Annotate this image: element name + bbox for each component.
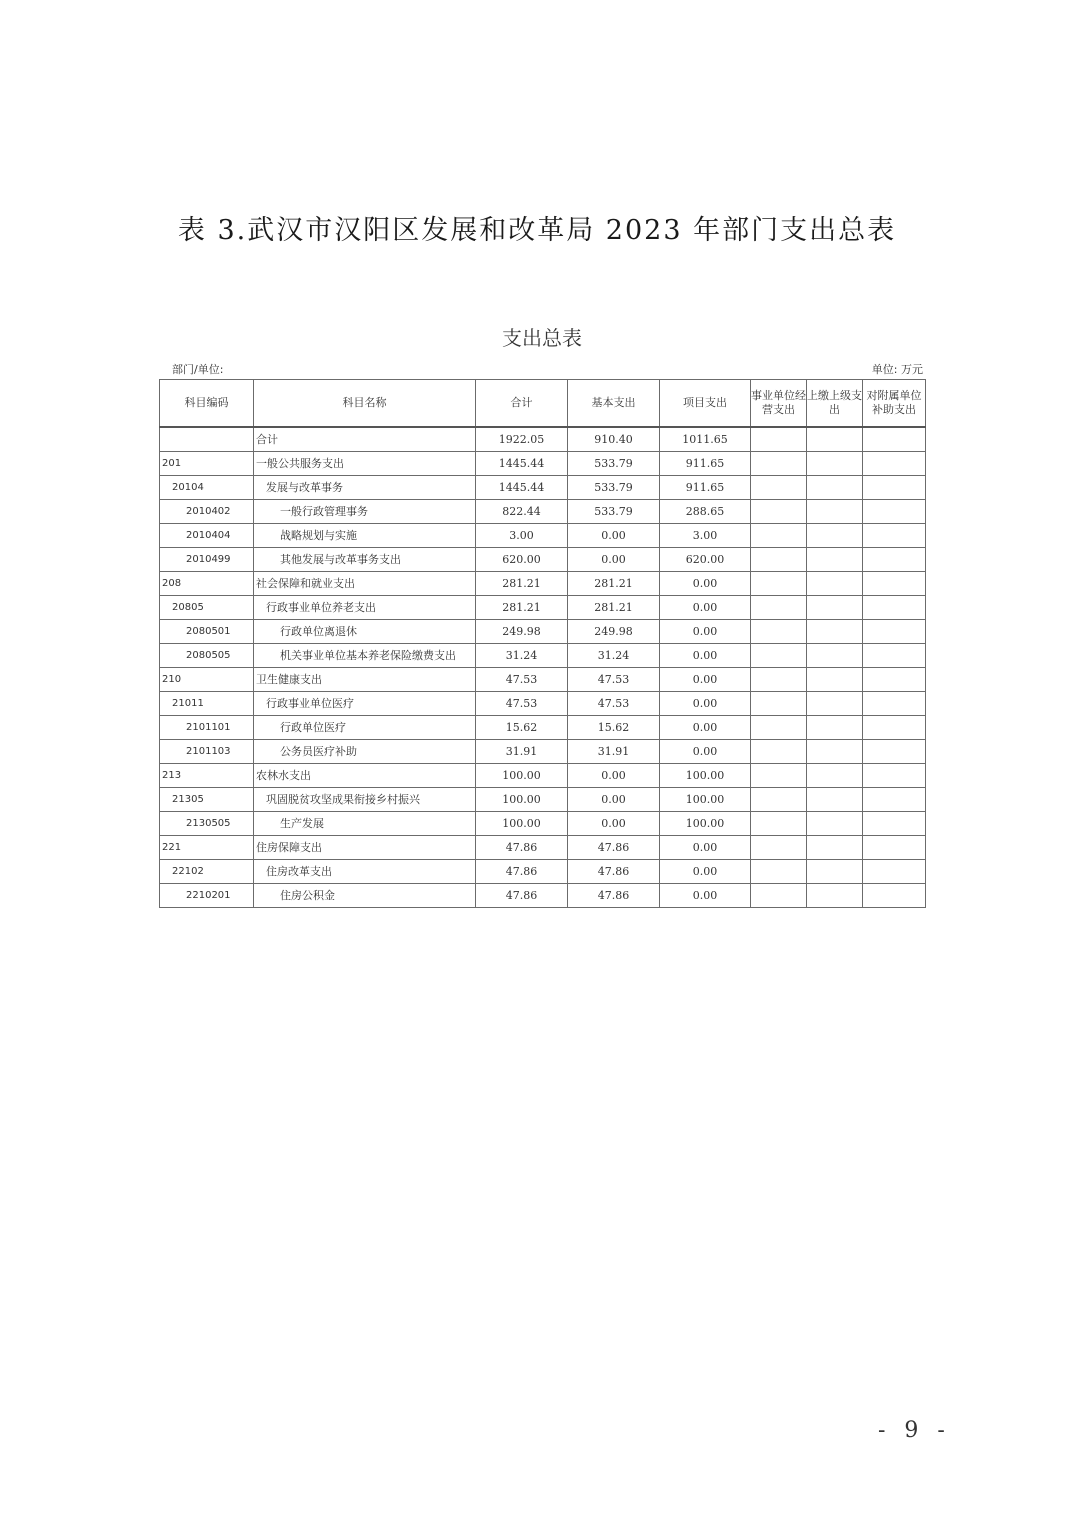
cell-remit-superior — [807, 524, 863, 548]
cell-code: 2010404 — [160, 524, 254, 548]
cell-name: 社会保障和就业支出 — [254, 572, 476, 596]
cell-total: 1922.05 — [476, 427, 568, 452]
cell-name: 公务员医疗补助 — [254, 740, 476, 764]
cell-project: 911.65 — [660, 452, 751, 476]
cell-basic: 249.98 — [568, 620, 660, 644]
cell-name: 行政事业单位医疗 — [254, 692, 476, 716]
cell-business-operation — [751, 524, 807, 548]
cell-remit-superior — [807, 668, 863, 692]
cell-code: 20805 — [160, 596, 254, 620]
cell-project: 3.00 — [660, 524, 751, 548]
cell-project: 911.65 — [660, 476, 751, 500]
cell-remit-superior — [807, 427, 863, 452]
cell-remit-superior — [807, 452, 863, 476]
cell-total: 47.86 — [476, 860, 568, 884]
cell-business-operation — [751, 596, 807, 620]
cell-name: 行政事业单位养老支出 — [254, 596, 476, 620]
cell-business-operation — [751, 572, 807, 596]
cell-business-operation — [751, 812, 807, 836]
cell-project: 0.00 — [660, 572, 751, 596]
cell-total: 1445.44 — [476, 452, 568, 476]
cell-basic: 47.53 — [568, 668, 660, 692]
cell-basic: 0.00 — [568, 764, 660, 788]
cell-business-operation — [751, 884, 807, 908]
cell-business-operation — [751, 500, 807, 524]
table-row — [160, 548, 926, 572]
cell-project: 1011.65 — [660, 427, 751, 452]
table-row — [160, 596, 926, 620]
cell-code: 20104 — [160, 476, 254, 500]
cell-project: 100.00 — [660, 812, 751, 836]
cell-basic: 533.79 — [568, 500, 660, 524]
table-row — [160, 860, 926, 884]
cell-project: 0.00 — [660, 716, 751, 740]
department-label: 部门/单位: — [172, 363, 224, 376]
cell-project: 0.00 — [660, 668, 751, 692]
cell-subsidiary-subsidy — [863, 692, 926, 716]
cell-name: 住房公积金 — [254, 884, 476, 908]
table-row — [160, 884, 926, 908]
table-row — [160, 500, 926, 524]
table-row — [160, 427, 926, 452]
cell-project: 100.00 — [660, 788, 751, 812]
cell-remit-superior — [807, 836, 863, 860]
cell-name: 战略规划与实施 — [254, 524, 476, 548]
cell-name: 住房保障支出 — [254, 836, 476, 860]
table-header-row — [160, 380, 926, 428]
cell-basic: 910.40 — [568, 427, 660, 452]
cell-remit-superior — [807, 548, 863, 572]
cell-remit-superior — [807, 764, 863, 788]
cell-code: 22102 — [160, 860, 254, 884]
cell-remit-superior — [807, 572, 863, 596]
cell-name: 合计 — [254, 427, 476, 452]
cell-total: 249.98 — [476, 620, 568, 644]
cell-total: 100.00 — [476, 764, 568, 788]
cell-business-operation — [751, 836, 807, 860]
cell-subsidiary-subsidy — [863, 500, 926, 524]
cell-code: 2210201 — [160, 884, 254, 908]
cell-business-operation — [751, 716, 807, 740]
cell-subsidiary-subsidy — [863, 620, 926, 644]
cell-total: 281.21 — [476, 572, 568, 596]
cell-remit-superior — [807, 476, 863, 500]
cell-name: 其他发展与改革事务支出 — [254, 548, 476, 572]
cell-name: 卫生健康支出 — [254, 668, 476, 692]
header-name: 科目名称 — [254, 380, 476, 428]
cell-project: 620.00 — [660, 548, 751, 572]
cell-total: 47.53 — [476, 668, 568, 692]
cell-business-operation — [751, 427, 807, 452]
cell-total: 47.86 — [476, 884, 568, 908]
cell-total: 47.86 — [476, 836, 568, 860]
cell-project: 288.65 — [660, 500, 751, 524]
cell-remit-superior — [807, 716, 863, 740]
cell-basic: 0.00 — [568, 548, 660, 572]
cell-name: 机关事业单位基本养老保险缴费支出 — [254, 644, 476, 668]
cell-basic: 533.79 — [568, 452, 660, 476]
cell-name: 行政单位医疗 — [254, 716, 476, 740]
table-row — [160, 452, 926, 476]
header-basic: 基本支出 — [568, 380, 660, 428]
cell-basic: 533.79 — [568, 476, 660, 500]
cell-remit-superior — [807, 740, 863, 764]
cell-subsidiary-subsidy — [863, 812, 926, 836]
cell-code: 201 — [160, 452, 254, 476]
cell-code: 2010402 — [160, 500, 254, 524]
cell-total: 31.24 — [476, 644, 568, 668]
document-title: 表 3.武汉市汉阳区发展和改革局 2023 年部门支出总表 — [177, 215, 897, 246]
cell-subsidiary-subsidy — [863, 764, 926, 788]
cell-subsidiary-subsidy — [863, 836, 926, 860]
cell-remit-superior — [807, 644, 863, 668]
cell-project: 100.00 — [660, 764, 751, 788]
table-body — [160, 427, 926, 908]
cell-subsidiary-subsidy — [863, 860, 926, 884]
cell-total: 3.00 — [476, 524, 568, 548]
cell-business-operation — [751, 860, 807, 884]
cell-project: 0.00 — [660, 884, 751, 908]
cell-project: 0.00 — [660, 740, 751, 764]
table-row — [160, 836, 926, 860]
table-row — [160, 476, 926, 500]
cell-basic: 47.86 — [568, 836, 660, 860]
cell-total: 1445.44 — [476, 476, 568, 500]
cell-total: 31.91 — [476, 740, 568, 764]
header-code: 科目编码 — [160, 380, 254, 428]
table-row — [160, 572, 926, 596]
cell-total: 15.62 — [476, 716, 568, 740]
cell-basic: 31.24 — [568, 644, 660, 668]
cell-subsidiary-subsidy — [863, 452, 926, 476]
cell-subsidiary-subsidy — [863, 740, 926, 764]
table-row — [160, 764, 926, 788]
cell-name: 农林水支出 — [254, 764, 476, 788]
cell-project: 0.00 — [660, 596, 751, 620]
cell-code: 21011 — [160, 692, 254, 716]
table-row — [160, 620, 926, 644]
table-row — [160, 812, 926, 836]
cell-project: 0.00 — [660, 860, 751, 884]
cell-project: 0.00 — [660, 836, 751, 860]
header-business-operation: 事业单位经营支出 — [751, 380, 807, 428]
cell-name: 住房改革支出 — [254, 860, 476, 884]
cell-name: 一般公共服务支出 — [254, 452, 476, 476]
cell-project: 0.00 — [660, 644, 751, 668]
cell-total: 47.53 — [476, 692, 568, 716]
cell-code: 2101101 — [160, 716, 254, 740]
cell-code: 2130505 — [160, 812, 254, 836]
cell-code: 21305 — [160, 788, 254, 812]
table-row — [160, 740, 926, 764]
cell-subsidiary-subsidy — [863, 524, 926, 548]
cell-basic: 15.62 — [568, 716, 660, 740]
cell-total: 281.21 — [476, 596, 568, 620]
cell-subsidiary-subsidy — [863, 668, 926, 692]
cell-code: 210 — [160, 668, 254, 692]
cell-basic: 47.86 — [568, 860, 660, 884]
cell-name: 生产发展 — [254, 812, 476, 836]
cell-code: 2080505 — [160, 644, 254, 668]
cell-code: 2080501 — [160, 620, 254, 644]
table-row — [160, 524, 926, 548]
cell-total: 100.00 — [476, 812, 568, 836]
table-row — [160, 692, 926, 716]
expenditure-summary-table — [159, 379, 926, 908]
cell-total: 620.00 — [476, 548, 568, 572]
cell-name: 巩固脱贫攻坚成果衔接乡村振兴 — [254, 788, 476, 812]
cell-subsidiary-subsidy — [863, 644, 926, 668]
header-subsidiary-subsidy: 对附属单位补助支出 — [863, 380, 926, 428]
cell-remit-superior — [807, 596, 863, 620]
cell-project: 0.00 — [660, 620, 751, 644]
header-total: 合计 — [476, 380, 568, 428]
cell-code: 213 — [160, 764, 254, 788]
cell-business-operation — [751, 644, 807, 668]
cell-business-operation — [751, 740, 807, 764]
cell-total: 100.00 — [476, 788, 568, 812]
cell-code — [160, 427, 254, 452]
cell-name: 行政单位离退休 — [254, 620, 476, 644]
cell-basic: 0.00 — [568, 524, 660, 548]
cell-project: 0.00 — [660, 692, 751, 716]
cell-subsidiary-subsidy — [863, 572, 926, 596]
cell-name: 一般行政管理事务 — [254, 500, 476, 524]
cell-basic: 47.86 — [568, 884, 660, 908]
cell-subsidiary-subsidy — [863, 716, 926, 740]
table-row — [160, 644, 926, 668]
cell-business-operation — [751, 788, 807, 812]
cell-basic: 47.53 — [568, 692, 660, 716]
cell-total: 822.44 — [476, 500, 568, 524]
cell-subsidiary-subsidy — [863, 476, 926, 500]
cell-code: 2010499 — [160, 548, 254, 572]
table-row — [160, 716, 926, 740]
page-number: - 9 - — [878, 1418, 951, 1443]
cell-remit-superior — [807, 788, 863, 812]
cell-remit-superior — [807, 812, 863, 836]
cell-subsidiary-subsidy — [863, 596, 926, 620]
cell-business-operation — [751, 764, 807, 788]
table-row — [160, 668, 926, 692]
cell-subsidiary-subsidy — [863, 884, 926, 908]
cell-code: 221 — [160, 836, 254, 860]
cell-remit-superior — [807, 620, 863, 644]
cell-basic: 31.91 — [568, 740, 660, 764]
cell-code: 208 — [160, 572, 254, 596]
cell-basic: 0.00 — [568, 788, 660, 812]
cell-business-operation — [751, 548, 807, 572]
cell-business-operation — [751, 620, 807, 644]
cell-subsidiary-subsidy — [863, 788, 926, 812]
table-meta-row — [160, 361, 925, 377]
cell-code: 2101103 — [160, 740, 254, 764]
cell-remit-superior — [807, 884, 863, 908]
cell-business-operation — [751, 668, 807, 692]
cell-basic: 281.21 — [568, 572, 660, 596]
header-remit-superior: 上缴上级支出 — [807, 380, 863, 428]
cell-subsidiary-subsidy — [863, 427, 926, 452]
cell-basic: 281.21 — [568, 596, 660, 620]
cell-name: 发展与改革事务 — [254, 476, 476, 500]
cell-basic: 0.00 — [568, 812, 660, 836]
cell-business-operation — [751, 452, 807, 476]
header-project: 项目支出 — [660, 380, 751, 428]
cell-subsidiary-subsidy — [863, 548, 926, 572]
table-caption: 支出总表 — [502, 326, 582, 350]
cell-business-operation — [751, 692, 807, 716]
unit-label: 单位: 万元 — [871, 363, 923, 376]
cell-remit-superior — [807, 500, 863, 524]
cell-remit-superior — [807, 692, 863, 716]
table-row — [160, 788, 926, 812]
cell-business-operation — [751, 476, 807, 500]
cell-remit-superior — [807, 860, 863, 884]
